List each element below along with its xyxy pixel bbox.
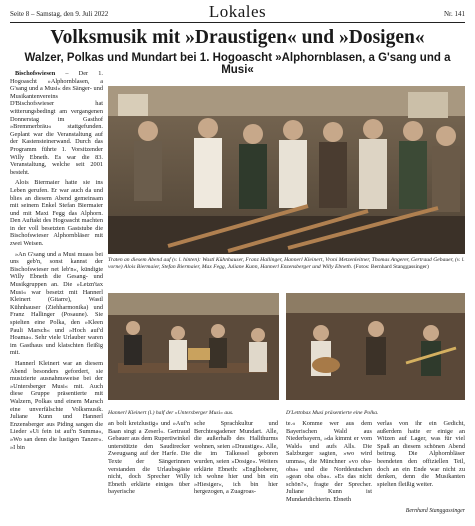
subheadline: Walzer, Polkas und Mundart bei 1. Hogoascht »Alphornblasen, a G'sang und a Musi« — [24, 52, 451, 76]
page-label: Seite 8 – Samstag, den 9. Juli 2022 — [10, 10, 109, 18]
author-signature: Bernhard Stanggassinger — [405, 508, 465, 514]
article-column-3 — [194, 420, 278, 518]
headline: Volksmusik mit »Draustigen« und »Dosigen« — [50, 27, 425, 48]
paragraph: sche Sprachkultur und Berchtesgadener Mundart. Alle, die außerhalb des Hallthurms wohnen, seien »Draustige«. Alle, die im Talkessel geboren wurden, seien »Dosige«. Weiters erklärte Ebneth: »Englhoberer, ich wohne hier und bin ein »Hiesiger«, ich bin hier hergezogen, a Zuagroas- — [194, 420, 278, 496]
page-header — [10, 4, 465, 23]
dateline: Bischofswiesen — [15, 70, 56, 77]
photo-lettnbax-musi — [286, 293, 465, 400]
article-column-4 — [286, 420, 372, 518]
photo-left-caption: Hannerl Kleinert (l.) half der »Untersberger Musi« aus. — [108, 410, 234, 416]
paragraph: verlas von ihr ein Gedicht, außerdem hatte er einige an Witzen auf Lager, was für viel Spaß an diesem schönen Abend beitrug. Die Alphornbläser beendeten den offiziellen Teil, doch an ein Ende war nicht zu denken, denn die Musikanten spielten fleißig weiter. — [377, 420, 465, 488]
article-column-2 — [108, 420, 190, 518]
article-column-1 — [10, 70, 103, 522]
paragraph: te.« Komme wer aus dem Bayerischen Wald aus Niederbayern, »da kimmt er vom Wald« und aufs Alls. Die Salzburger sagten, »wo wird umma«, die Münchner »vo oba-oba« und die Norddeutschen »gean oba oba«. »Es das nicht schön?«, fragte der Sprecher. Juliane Kunn ist Mundartdichterin. Ebneth — [286, 420, 372, 503]
photo-untersberger-musi — [108, 293, 279, 400]
paragraph: – Der 1. Hogoascht »Alphornblasen, a G'sang und a Musi« des Sänger- und Musikantenvereins D'Bischofswieser hat witterungsbedingt am vergangenen Donnerstag im Gasthof »Bremmerbräu« stattgefunden. Geplant war die Veranstaltung auf der Kastensteinerwand. Durch das Programm führte 1. Vorsitzender Willy Ebneth. Es war die 83. Veranstaltung, welche seit 2001 besteht. — [10, 70, 103, 176]
main-photo — [108, 86, 465, 254]
article-column-5 — [377, 420, 465, 506]
paragraph: Hannerl Kleinert war an diesem Abend besonders gefordert, sie musizierte ausnahmsweise bei der »Untersberger Musi« mit. Auch diese Gruppe präsentierte mit Walzern, Polkas und einem Marsch eine unverfälschte Volksmusik. Juliane Kunn und Hannerl Enzensberger aus Piding sangen die Lieder »Ui fein ist auf'n Summa«, »Wo san denn die lustigen Tanzer«. »I bin — [10, 359, 103, 451]
section-title: Lokales — [208, 2, 267, 21]
issue-number: Nr. 141 — [444, 10, 465, 18]
photo-credit: (Fotos: Bernhard Stanggassinger) — [353, 264, 429, 270]
main-photo-caption: Traten an diesem Abend auf (v. l. hinten): Wastl Kühnhauser, Franz Hallinger, Hannerl Kleinert, Vroni Metzenleitner, Thomas Angerer, Gertraud Gebauer, (v. l. vorne) Alois Biermaier, Stefan Biermaier, Max Fegg, Juliane Kunn, Hannerl Enzensberger und Willy Ebneth. (Fotos: Bernhard Stanggassinger) — [108, 257, 465, 270]
paragraph: an bolt kreizlustig« und »Auf'n Baan singt a Zeserl«. Gertraud Gebauer aus dem Rupertiwinkel unterstützte den Saudirecker Zweugsang auf der Harfe. Die Texte der Sängerinnen verstanden die Urlaubsgäste nicht, doch Sprecher Willy Ebneth erklärte einiges über bayerische — [108, 420, 190, 496]
photo-right-caption: D'Lettnbax Musi präsentierte eine Polka. — [286, 410, 379, 416]
paragraph: Alois Biermaier hatte sie ins Leben gerufen. Er war auch da und blies an diesem Abend gemeinsam mit seinem Enkel Stefan Biermaier und mit Maxi Fegg das Alphorn. Den Auftakt des Hogoascht machten in der voll besetzten Gaststube die Bischofswieser Alphornbläser mit zwei Weisen. — [10, 179, 103, 248]
paragraph: »An G'sang und a Musi muass bei uns geb'n, sonst kannst der Bischofswieser net leb'n«, kündigte Willy Ebneth die Gesang- und Musikgruppen an. Die »Letzn'tax Musi« war besetzt mit Hannerl Kleinert (Gitarre), Wastl Kühnhauser (Ziehharmonika) und Franz Hallinger (Posaune). Sie spielten eine Polka, den »Kleen Pauli Marsch« und »Hoch auf'd Hoama«. Sehr viele Urlauber waren im Gasthaus und klatschten fleißig mit. — [10, 250, 103, 357]
